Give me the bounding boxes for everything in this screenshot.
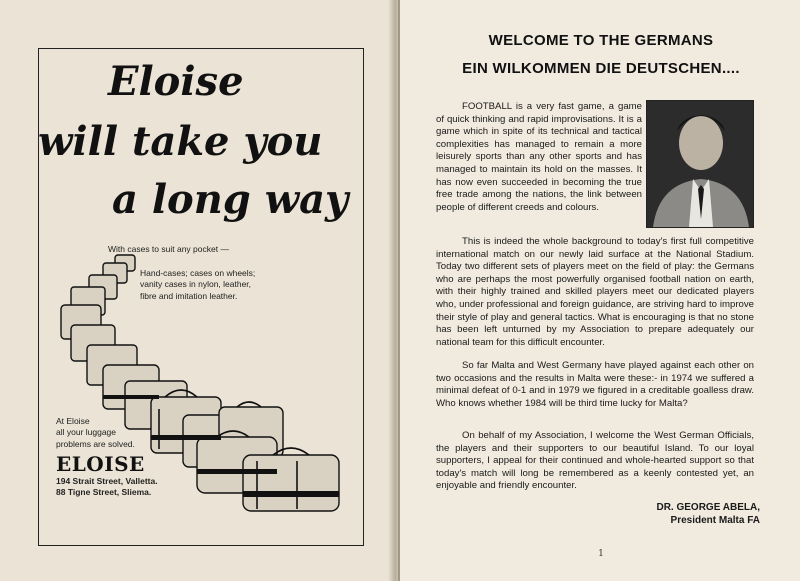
- book-gutter: [388, 0, 400, 581]
- president-portrait-photo: [646, 100, 754, 228]
- paragraph-2-text: So far Malta and West Germany have played against each other on two occasions and the results in Malta were these:- in 1974 we suffered a minimal defeat of 0-1 and in 1979 we figured in a creditable goalless draw. Who knows whether 1984 will be third time lucky for Malta?: [436, 360, 754, 409]
- paragraph-1a-text: FOOTBALL is a very fast game, a game of quick thinking and rapid improvisations. It is a game which in spite of its technical and tactical complexities has managed to remain a more leisurely sports than any other sports and has managed to maintain its hold on the masses. It has now even succeeded in becoming the true free trade among the nations, the link between people of different creeds and colours.: [436, 101, 642, 213]
- page-number: 1: [598, 549, 604, 559]
- brand-logo: ELOISE: [56, 452, 145, 476]
- slogan-line-2: will take you: [38, 118, 323, 165]
- store-addresses: [56, 476, 158, 499]
- problems-solved-line-1: At Eloise: [56, 416, 90, 426]
- address-valletta: 194 Strait Street, Valletta.: [56, 476, 158, 486]
- right-page-article: [398, 0, 800, 581]
- case-types-line-2: vanity cases in nylon, leather,: [140, 279, 252, 290]
- paragraph-3: [436, 430, 754, 493]
- signature-title: President Malta FA: [670, 515, 760, 526]
- case-types-line-1: Hand-cases; cases on wheels;: [140, 268, 256, 278]
- problems-solved-line-3: problems are solved.: [56, 438, 135, 449]
- paragraph-2: [436, 360, 754, 410]
- slogan-line-1: Eloise: [108, 58, 244, 105]
- paragraph-1b: [436, 236, 754, 349]
- paragraph-1b-text: This is indeed the whole background to today's first full competitive international match on our newly laid surface at the National Stadium. Today two different sets of players meet on the field of play: the Germans who are perhaps the most powerfully organised football nation on earth, with their highly trained and skilled players meet our dedicated players who, under professional and foreign guidance, are striving hard to improve their style of play and general tactics. What is encouraging is that no stone has been left unturned by my Association to prepare adequately our national team for this difficult encounter.: [436, 236, 754, 348]
- case-types-line-3: fibre and imitation leather.: [140, 290, 238, 301]
- left-page-advert: [0, 0, 398, 581]
- problems-solved-line-2: all your luggage: [56, 427, 117, 438]
- problems-solved-text: [56, 416, 135, 450]
- address-sliema: 88 Tigne Street, Sliema.: [56, 487, 152, 498]
- paragraph-1a: [436, 101, 642, 214]
- paragraph-3-text: On behalf of my Association, I welcome the West German Officials, the players and their supporters to our beautiful Island. To our loyal supporters, I appeal for their continued and whole-hearted support so that today's match will long be remembered as a keenly contested yet, an enjoyable and friendly encounter.: [436, 430, 754, 492]
- pocket-text: With cases to suit any pocket —: [108, 244, 229, 254]
- title-english: WELCOME TO THE GERMANS: [488, 32, 714, 49]
- signature-name: DR. GEORGE ABELA,: [656, 502, 760, 513]
- case-types: [140, 268, 255, 302]
- slogan-line-3: a long way: [112, 176, 349, 223]
- title-german: EIN WILKOMMEN DIE DEUTSCHEN....: [462, 60, 740, 77]
